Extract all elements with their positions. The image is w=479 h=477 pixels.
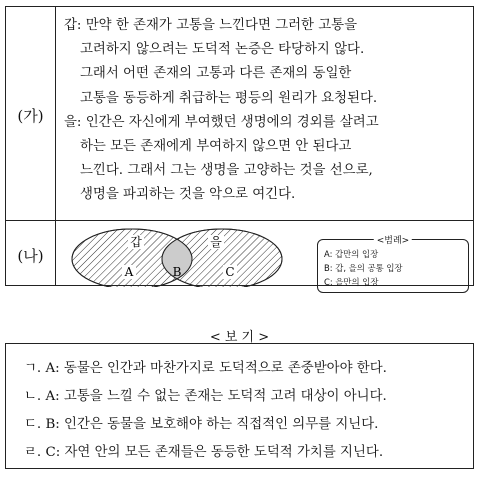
legend-item: A: 갑만의 입장 bbox=[324, 249, 379, 259]
venn-title-right: 을 bbox=[210, 235, 222, 249]
passage-line: 을: 인간은 자신에게 부여했던 생명에의 경외를 살려고 bbox=[64, 114, 379, 130]
row-label-ga: (가) bbox=[17, 107, 44, 125]
passage-line: 고통을 동등하게 취급하는 평등의 원리가 요청된다. bbox=[80, 90, 378, 106]
bogi-item: ㄹ. C: 자연 안의 모든 존재들은 동등한 도덕적 가치를 지닌다. bbox=[24, 445, 384, 460]
venn-svg bbox=[62, 221, 312, 287]
problem-table bbox=[5, 6, 474, 286]
passage-text bbox=[64, 14, 469, 208]
region-c-label: C bbox=[225, 265, 235, 279]
legend-item: C: 을만의 입장 bbox=[324, 277, 379, 287]
legend-item: B: 갑, 을의 공통 입장 bbox=[324, 263, 403, 273]
bogi-item: ㄴ. A: 고통을 느낄 수 없는 존재는 도덕적 고려 대상이 아니다. bbox=[24, 389, 387, 404]
legend-title: <범례> bbox=[374, 233, 412, 246]
passage-line: 갑: 만약 한 존재가 고통을 느낀다면 그러한 고통을 bbox=[64, 18, 358, 33]
bogi-title: < 보 기 > bbox=[209, 330, 270, 345]
region-b-label: B bbox=[172, 265, 182, 279]
passage-line: 하는 모든 존재에게 부여하지 않으면 안 된다고 bbox=[80, 139, 352, 155]
bogi-item: ㄷ. B: 인간은 동물을 보호해야 하는 직접적인 의무를 지닌다. bbox=[24, 417, 379, 432]
venn-diagram bbox=[62, 221, 472, 287]
legend-box bbox=[317, 236, 469, 293]
region-a-label: A bbox=[124, 265, 134, 279]
venn-title-left: 갑 bbox=[130, 235, 142, 249]
bogi-box bbox=[5, 343, 474, 469]
bogi-item: ㄱ. A: 동물은 인간과 마찬가지로 도덕적으로 존중받아야 한다. bbox=[24, 361, 387, 376]
row-label-na: (나) bbox=[17, 247, 44, 265]
passage-line: 그래서 어떤 존재의 고통과 다른 존재의 동일한 bbox=[80, 66, 352, 82]
passage-line: 느낀다. 그래서 그는 생명을 고양하는 것을 선으로, bbox=[80, 163, 373, 179]
passage-line: 고려하지 않으려는 도덕적 논증은 타당하지 않다. bbox=[80, 42, 365, 58]
column-divider bbox=[55, 7, 56, 285]
passage-line: 생명을 파괴하는 것을 악으로 여긴다. bbox=[80, 187, 296, 203]
